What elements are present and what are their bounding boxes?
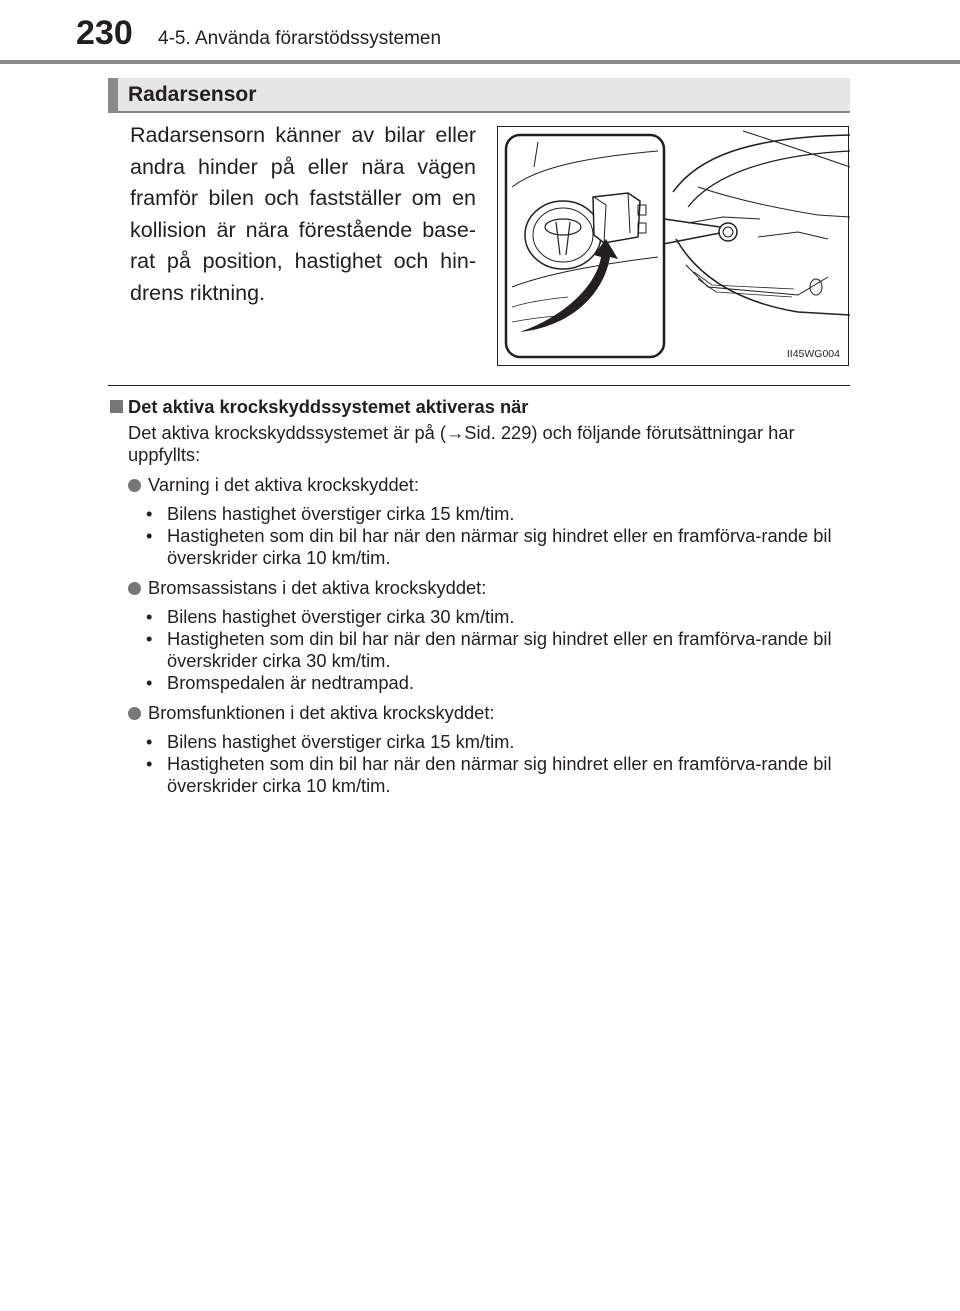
- section-divider: [108, 385, 850, 386]
- condition-label: Bromsfunktionen i det aktiva krockskyddet:: [148, 702, 495, 723]
- list-item: • Bilens hastighet överstiger cirka 15 km/tim.: [146, 503, 515, 524]
- condition-brake-assist-list: [108, 606, 850, 694]
- list-item: • Bilens hastighet överstiger cirka 30 km/tim.: [146, 606, 515, 627]
- activation-heading-text: Det aktiva krockskyddssystemet aktiveras när: [128, 396, 529, 417]
- list-item: • Bilens hastighet överstiger cirka 15 km/tim.: [146, 731, 515, 752]
- circle-bullet-icon: [128, 707, 141, 720]
- figure-code: II45WG004: [786, 348, 840, 360]
- activation-heading: [108, 396, 850, 418]
- circle-bullet-icon: [128, 479, 141, 492]
- list-item: • Hastigheten som din bil har när den närmar sig hindret eller en framförva-rande bil överskrider cirka 10 km/tim.: [146, 753, 832, 796]
- circle-bullet-icon: [128, 582, 141, 595]
- condition-brake-function: [108, 702, 850, 724]
- condition-label: Varning i det aktiva krockskyddet:: [148, 474, 419, 495]
- intro-paragraph: Radarsensorn känner av bilar eller andra hinder på eller nära vägen framför bilen och fastställer om en kollision är nära förestående base-rat på position, hastighet och hin-drens riktning.: [130, 123, 476, 305]
- header-rule: [0, 60, 960, 64]
- radar-sensor-illustration: [497, 126, 849, 366]
- section-heading-bar: [108, 78, 850, 113]
- condition-warning-list: [108, 503, 850, 569]
- activation-section: [108, 396, 850, 803]
- car-front-drawing: [498, 127, 850, 367]
- list-item: • Hastigheten som din bil har när den närmar sig hindret eller en framförva-rande bil överskrider cirka 10 km/tim.: [146, 525, 832, 568]
- list-item: • Hastigheten som din bil har när den närmar sig hindret eller en framförva-rande bil överskrider cirka 30 km/tim.: [146, 628, 832, 671]
- square-bullet-icon: [110, 400, 123, 413]
- running-head: 4-5. Använda förarstödssystemen: [158, 28, 442, 49]
- condition-brake-assist: [108, 577, 850, 599]
- list-item: • Bromspedalen är nedtrampad.: [146, 672, 414, 693]
- section-title: Radarsensor: [128, 83, 257, 106]
- condition-brake-function-list: [108, 731, 850, 797]
- condition-warning: [108, 474, 850, 496]
- condition-label: Bromsassistans i det aktiva krockskyddet:: [148, 577, 487, 598]
- page-number: 230: [76, 14, 133, 52]
- section-heading-stripe: [108, 78, 118, 111]
- activation-text: Det aktiva krockskyddssystemet är på (→Sid. 229) och följande förutsättningar har uppfyllts:: [128, 422, 795, 465]
